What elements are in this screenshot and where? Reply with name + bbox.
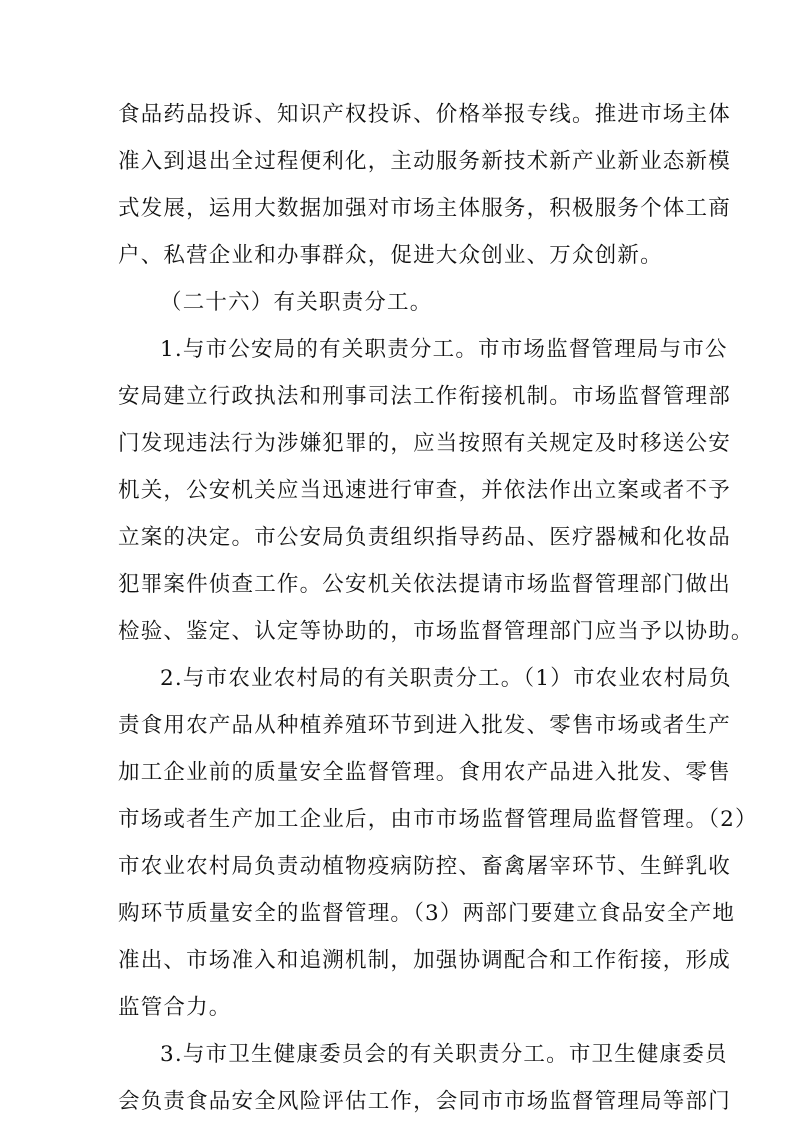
text-line: 1.与市公安局的有关职责分工。市市场监督管理局与市公 [160, 337, 728, 362]
text-line: 准入到退出全过程便利化，主动服务新技术新产业新业态新模 [118, 149, 731, 174]
text-line: 机关，公安机关应当迅速进行审查，并依法作出立案或者不予 [118, 478, 731, 503]
text-line: 户、私营企业和办事群众，促进大众创业、万众创新。 [118, 243, 663, 268]
text-line: 责食用农产品从种植养殖环节到进入批发、零售市场或者生产 [118, 713, 731, 738]
text-line: 会负责食品安全风险评估工作，会同市市场监督管理局等部门 [118, 1089, 731, 1114]
text-line: 准出、市场准入和追溯机制，加强协调配合和工作衔接，形成 [118, 948, 731, 973]
text-line: 加工企业前的质量安全监督管理。食用农产品进入批发、零售 [118, 760, 731, 785]
text-line: 门发现违法行为涉嫌犯罪的，应当按照有关规定及时移送公安 [118, 431, 731, 456]
text-line: 犯罪案件侦查工作。公安机关依法提请市场监督管理部门做出 [118, 572, 731, 597]
section-heading: （二十六）有关职责分工。 [160, 290, 433, 315]
text-line: 3.与市卫生健康委员会的有关职责分工。市卫生健康委员 [160, 1042, 728, 1067]
text-line: 安局建立行政执法和刑事司法工作衔接机制。市场监督管理部 [118, 384, 731, 409]
text-line: 2.与市农业农村局的有关职责分工。（1）市农业农村局负 [160, 666, 732, 691]
text-line: 立案的决定。市公安局负责组织指导药品、医疗器械和化妆品 [118, 525, 731, 550]
text-line: 市农业农村局负责动植物疫病防控、畜禽屠宰环节、生鲜乳收 [118, 854, 731, 879]
text-line: 式发展，运用大数据加强对市场主体服务，积极服务个体工商 [118, 196, 731, 221]
text-line: 食品药品投诉、知识产权投诉、价格举报专线。推进市场主体 [118, 102, 731, 127]
text-line: 市场或者生产加工企业后，由市市场监督管理局监督管理。（2） [118, 807, 758, 832]
text-line: 购环节质量安全的监督管理。（3）两部门要建立食品安全产地 [118, 901, 736, 926]
text-line: 监管合力。 [118, 995, 232, 1020]
text-line: 检验、鉴定、认定等协助的，市场监督管理部门应当予以协助。 [118, 619, 754, 644]
